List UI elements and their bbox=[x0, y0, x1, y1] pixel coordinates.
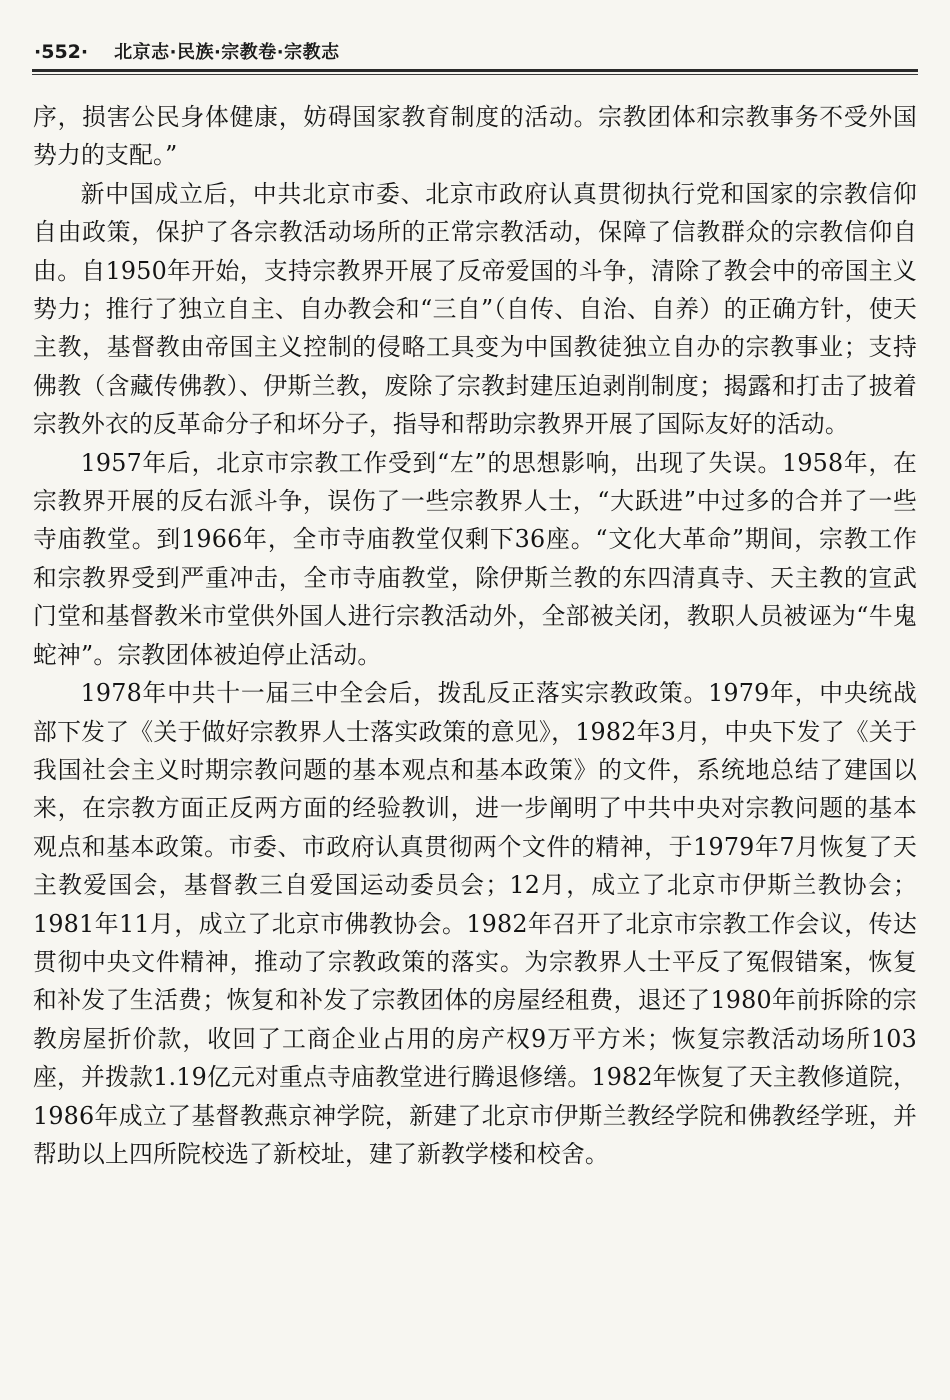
page-number: ·552· bbox=[34, 41, 89, 63]
body-text bbox=[33, 98, 917, 1173]
paragraph: 1978年中共十一届三中全会后，拨乱反正落实宗教政策。1979年，中央统战部下发了《关于做好宗教界人士落实政策的意见》，1982年3月，中央下发了《关于我国社会主义时期宗教问题的基本观点和基本政策》的文件，系统地总结了建国以来，在宗教方面正反两方面的经验教训，进一步阐明了中共中央对宗教问题的基本观点和基本政策。市委、市政府认真贯彻两个文件的精神，于1979年7月恢复了天主教爱国会，基督教三自爱国运动委员会；12月，成立了北京市伊斯兰教协会；1981年11月，成立了北京市佛教协会。1982年召开了北京市宗教工作会议，传达贯彻中央文件精神，推动了宗教政策的落实。为宗教界人士平反了冤假错案，恢复和补发了生活费；恢复和补发了宗教团体的房屋经租费，退还了1980年前拆除的宗教房屋折价款，收回了工商企业占用的房产权9万平方米；恢复宗教活动场所103座，并拨款1.19亿元对重点寺庙教堂进行腾退修缮。1982年恢复了天主教修道院，1986年成立了基督教燕京神学院，新建了北京市伊斯兰教经学院和佛教经学班，并帮助以上四所院校选了新校址，建了新教学楼和校舍。 bbox=[33, 679, 917, 1168]
paragraph: 新中国成立后，中共北京市委、北京市政府认真贯彻执行党和国家的宗教信仰自由政策，保护了各宗教活动场所的正常宗教活动，保障了信教群众的宗教信仰自由。自1950年开始，支持宗教界开展了反帝爱国的斗争，清除了教会中的帝国主义势力；推行了独立自主、自办教会和“三自”（自传、自治、自养）的正确方针，使天主教，基督教由帝国主义控制的侵略工具变为中国教徒独立自办的宗教事业；支持佛教（含藏传佛教）、伊斯兰教，废除了宗教封建压迫剥削制度；揭露和打击了披着宗教外衣的反革命分子和坏分子，指导和帮助宗教界开展了国际友好的活动。 bbox=[33, 179, 917, 439]
header-rule-thick bbox=[32, 69, 918, 72]
running-header bbox=[34, 38, 340, 66]
book-title: 北京志·民族·宗教卷·宗教志 bbox=[114, 42, 340, 63]
paragraph: 1957年后，北京市宗教工作受到“左”的思想影响，出现了失误。1958年，在宗教界开展的反右派斗争，误伤了一些宗教界人士，“大跃进”中过多的合并了一些寺庙教堂。到1966年，全市寺庙教堂仅剩下36座。“文化大革命”期间，宗教工作和宗教界受到严重冲击，全市寺庙教堂，除伊斯兰教的东四清真寺、天主教的宣武门堂和基督教米市堂供外国人进行宗教活动外，全部被关闭，教职人员被诬为“牛鬼蛇神”。宗教团体被迫停止活动。 bbox=[33, 448, 917, 669]
paragraph-continuation: 序，损害公民身体健康，妨碍国家教育制度的活动。宗教团体和宗教事务不受外国势力的支配。” bbox=[33, 103, 917, 170]
header-rule-thin bbox=[32, 74, 918, 75]
